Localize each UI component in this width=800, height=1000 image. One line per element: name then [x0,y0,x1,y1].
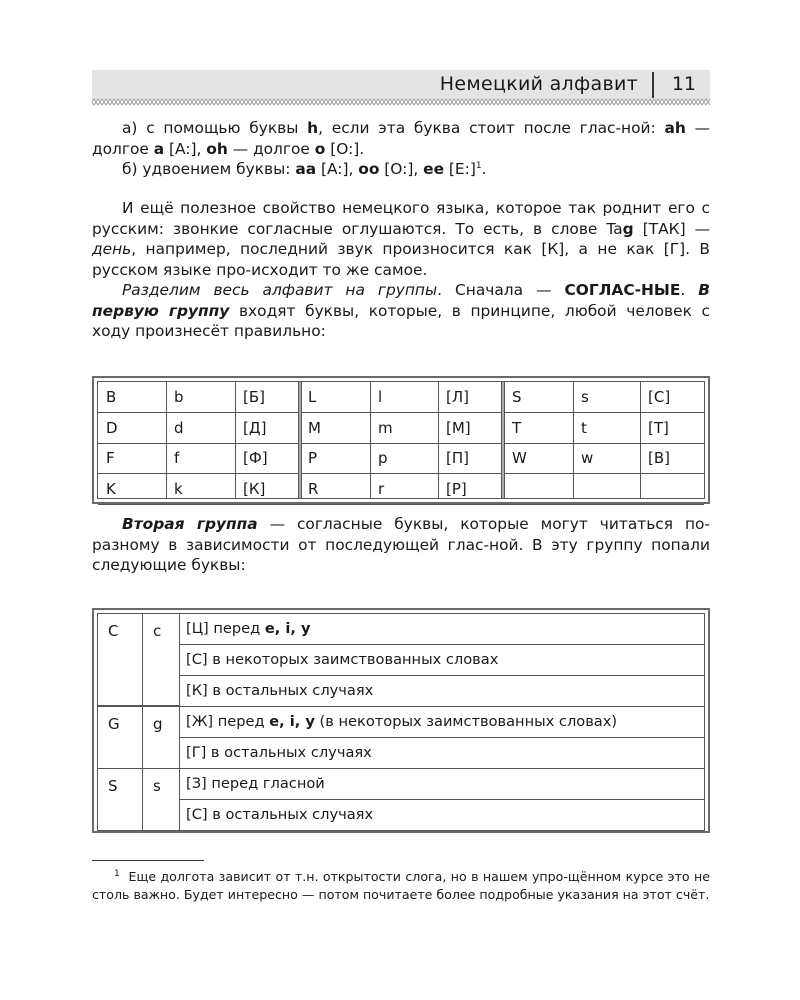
table1-column-line [370,382,371,498]
table1-group-divider [501,382,505,498]
item-a: а) с помощью буквы h, если эта буква стоит после глас-ной: ah — долгое a [A:], oh — долгое o [O:]. [92,119,710,158]
table1-cell: w [581,449,594,467]
footnote-number: 1 [114,868,120,879]
c-rule-1: [Ц] перед e, i, y [179,613,705,645]
second-group-table [92,608,710,833]
footnote-ref[interactable]: 1 [475,160,482,171]
table1-cell: D [106,418,118,437]
header-separator [652,72,654,98]
table1-column-line [438,382,439,498]
table1-row [98,382,704,413]
groups-intro: Разделим весь алфавит на группы. Сначала — СОГЛАС-НЫЕ. В первую группу входят буквы, которые, в принципе, любой человек с ходу произнесёт правильно: [92,281,710,340]
table1-cell: F [106,449,115,467]
table1-cell: W [512,449,527,467]
table1-cell: s [581,388,589,406]
table1-cell: f [174,449,180,467]
table1-cell: m [378,418,393,437]
table1-cell: S [512,388,522,406]
table1-cell: K [106,479,116,498]
letter-S-upper: S [97,768,143,831]
table1-cell: l [378,388,383,406]
table1-column-line [640,382,641,498]
s-rule-2: [С] в остальных случаях [179,799,705,831]
table1-cell: B [106,388,117,406]
table1-cell [640,474,648,504]
table1-cell: R [308,479,319,498]
table1-cell: [Д] [243,418,267,437]
table1-row [98,474,704,505]
table1-cell: [Б] [243,388,265,406]
paragraph-second-group [92,514,710,576]
table1-cell: [Л] [446,388,469,406]
footnote-separator [92,860,204,861]
header-wave-border [92,98,710,106]
letter-C-upper: C [97,613,143,706]
paragraph-long-vowels [92,118,710,180]
table1-cell: M [308,418,321,437]
table1-group-divider [298,382,302,498]
item-b: б) удвоением буквы: aa [A:], oo [O:], ee [E:]$^1$. [122,160,487,178]
letter-c-lower: c [142,613,180,706]
table1-row [98,443,704,474]
table1-cell: d [174,418,184,437]
table1-cell: t [581,418,587,437]
table1-column-line [166,382,167,498]
table1-cell: L [308,388,317,406]
devoicing-text: И ещё полезное свойство немецкого языка, которое так роднит его с русским: звонкие согласные оглушаются. То есть, в слове Tag [ТАК] — день, например, последний звук произносится как [К], а не как [Г]. В русском языке про-исходит то же самое. [92,199,710,279]
table1-column-line [573,382,574,498]
second-group-text: Вторая группа — согласные буквы, которые могут читаться по-разному в зависимости от последующей глас-ной. В эту группу попали следующие буквы: [92,515,710,574]
table1-cell: [П] [446,449,469,467]
header-title: Немецкий алфавит [439,73,638,95]
first-group-table [92,376,710,504]
running-header [92,70,710,100]
paragraph-devoicing [92,198,710,342]
c-rule-2: [С] в некоторых заимствованных словах [179,644,705,676]
table1-cell: k [174,479,183,498]
table1-cell: r [378,479,385,498]
table1-row [98,413,704,444]
table1-cell: [С] [648,388,671,406]
letter-s-lower: s [142,768,180,831]
table1-cell: [Ф] [243,449,268,467]
table1-cell: b [174,388,184,406]
letter-g-lower: g [142,706,180,769]
table1-cell [573,474,581,504]
table1-cell: p [378,449,388,467]
table1-cell: [В] [648,449,670,467]
g-rule-2: [Г] в остальных случаях [179,737,705,769]
table1-cell: [Р] [446,479,467,498]
s-rule-1: [З] перед гласной [179,768,705,800]
letter-G-upper: G [97,706,143,769]
footnote [92,868,710,903]
c-rule-3: [К] в остальных случаях [179,675,705,707]
table1-column-line [235,382,236,498]
table1-cell: T [512,418,522,437]
table1-cell [504,474,512,504]
table1-cell: P [308,449,318,467]
table1-cell: [М] [446,418,471,437]
table1-cell: [К] [243,479,266,498]
g-rule-1: [Ж] перед e, i, y (в некоторых заимствованных словах) [179,706,705,738]
page-number: 11 [671,73,696,95]
footnote-text: $^1$ Еще долгота зависит от т.н. открытости слога, но в нашем упро-щённом курсе это не столь важно. Будет интересно — потом почитаете более подробные указания на этот счёт. [92,868,710,902]
table1-cell: [Т] [648,418,669,437]
